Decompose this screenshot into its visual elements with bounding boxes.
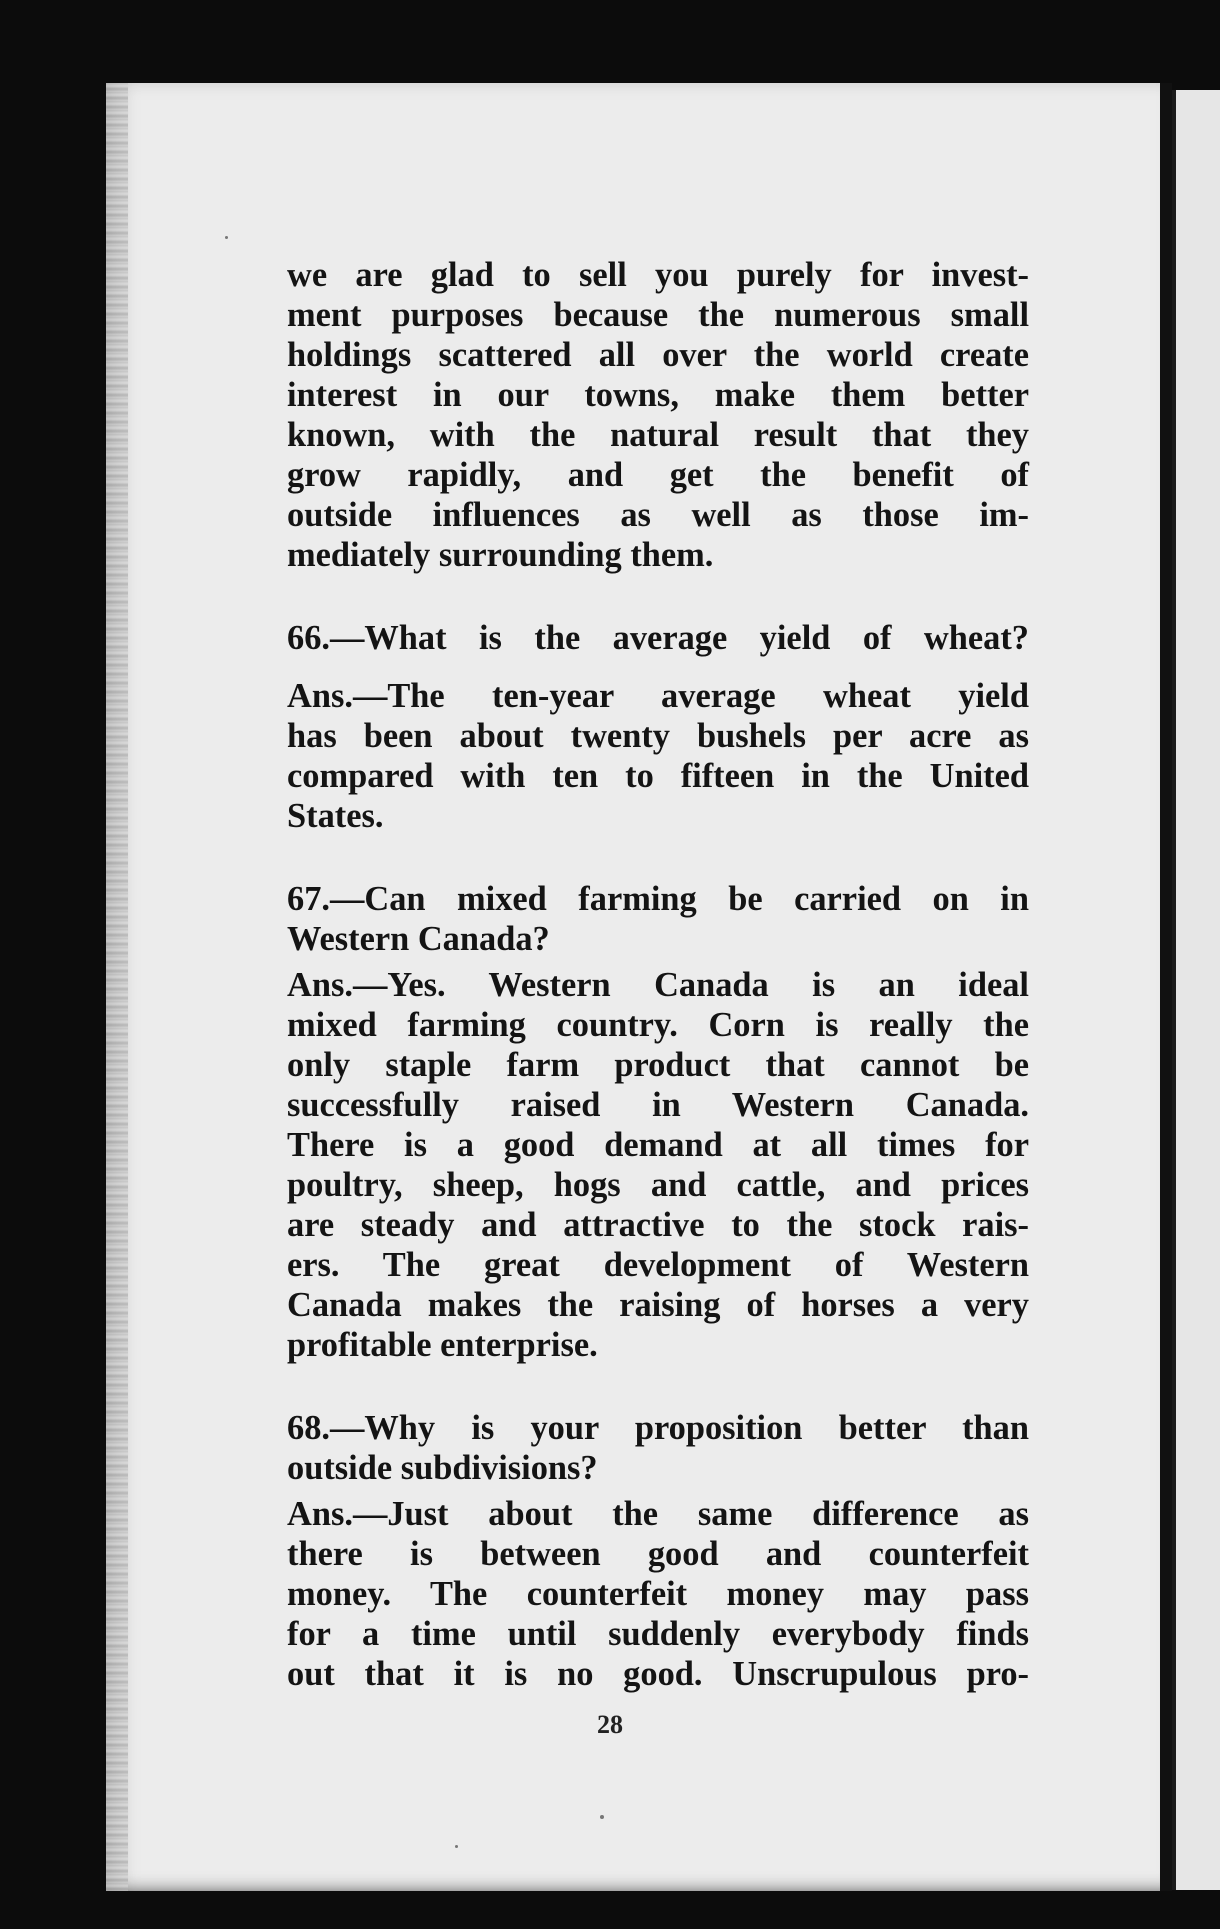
text-line: mixed farming country. Corn is really the — [287, 1006, 1029, 1044]
text-line: for a time until suddenly everybody finds — [287, 1615, 1029, 1653]
text-line: Ans.—Just about the same difference as — [287, 1495, 1029, 1533]
question-line: 67.—Can mixed farming be carried on in — [287, 880, 1029, 918]
paper-speck — [600, 1815, 604, 1819]
text-line: money. The counterfeit money may pass — [287, 1575, 1029, 1613]
page-number: 28 — [597, 1710, 623, 1739]
text-line: States. — [287, 797, 384, 835]
text-line: compared with ten to fifteen in the United — [287, 757, 1029, 795]
adjacent-page-edge — [1172, 90, 1220, 1890]
page-body-text — [287, 255, 1029, 1694]
text-line: known, with the natural result that they — [287, 416, 1029, 454]
text-line: successfully raised in Western Canada. — [287, 1086, 1029, 1124]
answer-67 — [287, 965, 1029, 1365]
question-66 — [287, 618, 1029, 658]
question-line: 68.—Why is your proposition better than — [287, 1409, 1029, 1447]
answer-68 — [287, 1494, 1029, 1694]
question-68 — [287, 1408, 1029, 1488]
paper-speck — [455, 1845, 458, 1848]
text-line: grow rapidly, and get the benefit of — [287, 456, 1029, 494]
text-line: There is a good demand at all times for — [287, 1126, 1029, 1164]
continued-paragraph — [287, 255, 1029, 575]
question-67 — [287, 879, 1029, 959]
paper-speck — [225, 236, 228, 239]
page-gutter — [1160, 83, 1172, 1891]
question-line: Western Canada? — [287, 920, 550, 958]
text-line: there is between good and counterfeit — [287, 1535, 1029, 1573]
text-line: are steady and attractive to the stock rais- — [287, 1206, 1029, 1244]
text-line: interest in our towns, make them better — [287, 376, 1029, 414]
text-line: outside influences as well as those im- — [287, 496, 1029, 534]
text-line: profitable enterprise. — [287, 1326, 598, 1364]
text-line: we are glad to sell you purely for invest- — [287, 256, 1029, 294]
question-line: 66.—What is the average yield of wheat? — [287, 619, 1029, 657]
question-line: outside subdivisions? — [287, 1449, 598, 1487]
text-line: Canada makes the raising of horses a very — [287, 1286, 1029, 1324]
text-line: holdings scattered all over the world create — [287, 336, 1029, 374]
text-line: only staple farm product that cannot be — [287, 1046, 1029, 1084]
text-line: has been about twenty bushels per acre as — [287, 717, 1029, 755]
text-line: Ans.—Yes. Western Canada is an ideal — [287, 966, 1029, 1004]
answer-66 — [287, 676, 1029, 836]
text-line: poultry, sheep, hogs and cattle, and prices — [287, 1166, 1029, 1204]
text-line: ment purposes because the numerous small — [287, 296, 1029, 334]
text-line: ers. The great development of Western — [287, 1246, 1029, 1284]
text-line: mediately surrounding them. — [287, 536, 714, 574]
text-line: Ans.—The ten-year average wheat yield — [287, 677, 1029, 715]
text-line: out that it is no good. Unscrupulous pro- — [287, 1655, 1029, 1693]
